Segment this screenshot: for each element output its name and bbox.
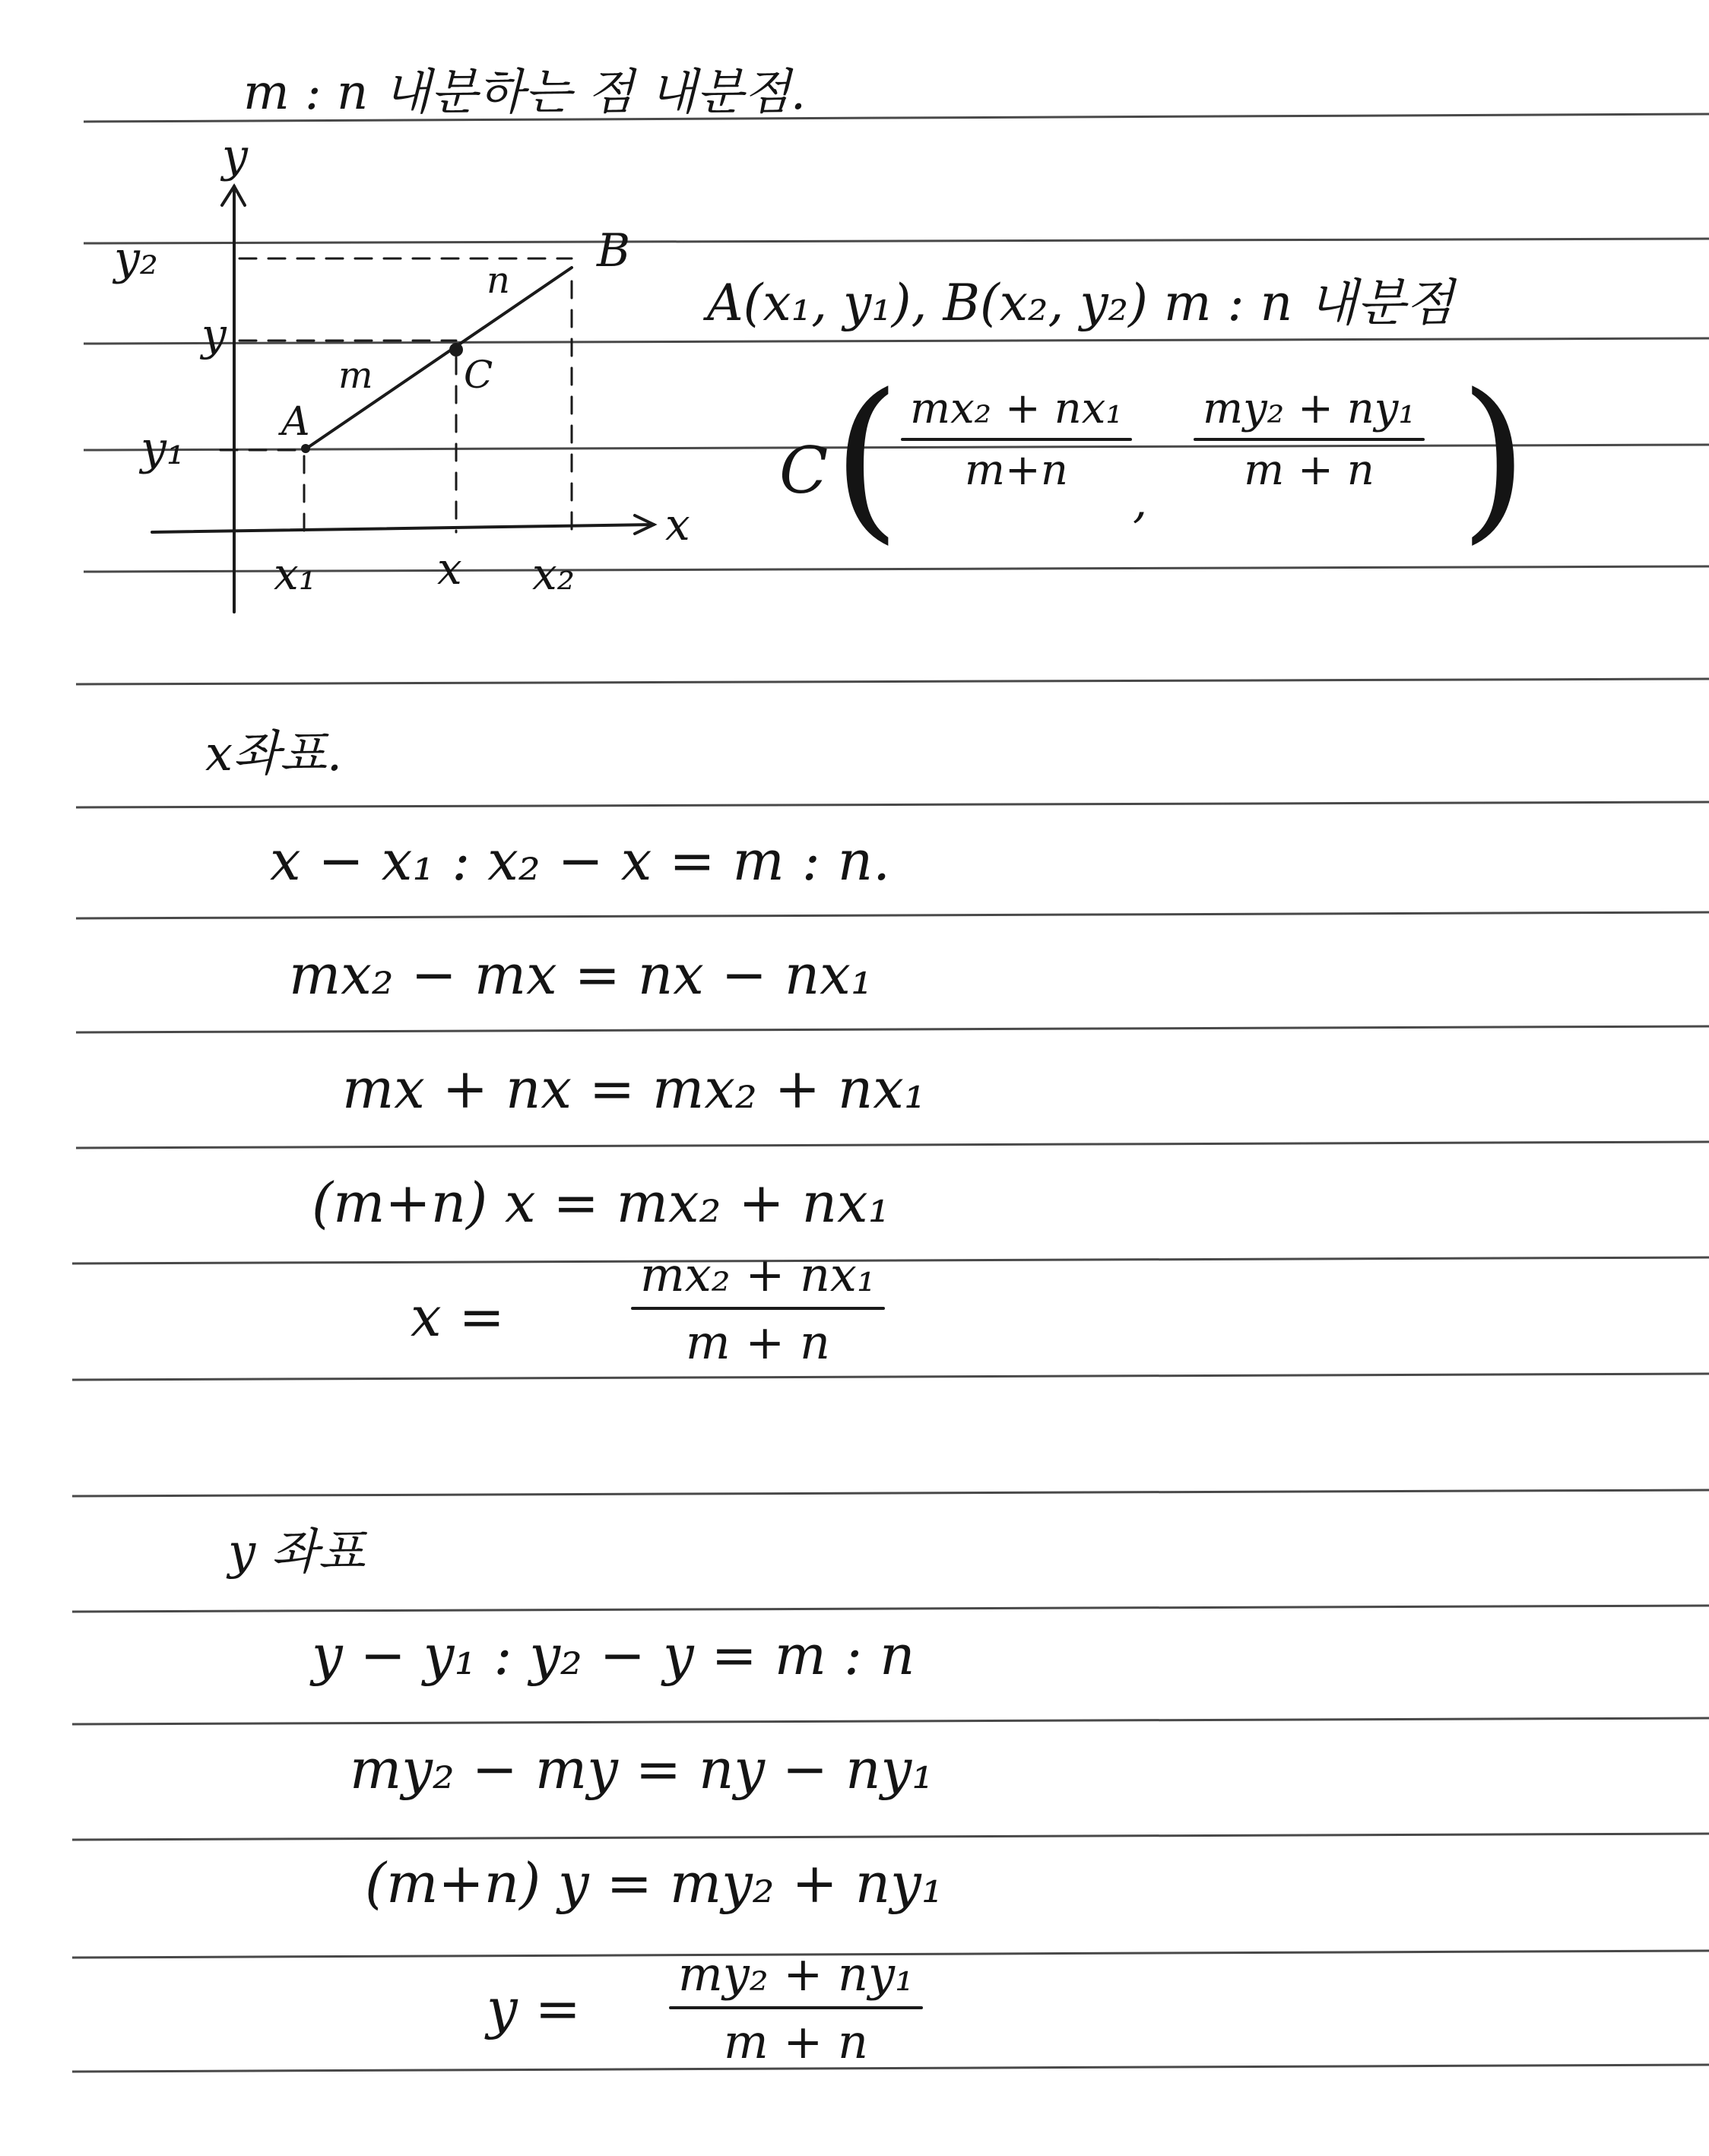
- x-axis-label: x: [665, 499, 690, 550]
- x-axis: [152, 525, 654, 532]
- point-a-dot: [301, 444, 310, 453]
- summary-comma: ,: [1133, 475, 1148, 528]
- y-result-denominator: m + n: [723, 2014, 868, 2069]
- x-equation-ratio: x − x₁ : x₂ − x = m : n.: [270, 829, 891, 893]
- label-x2: x₂: [532, 548, 575, 600]
- segment-n-label: n: [487, 259, 510, 302]
- point-c-label: C: [464, 353, 493, 397]
- y-axis-label: y: [222, 129, 248, 182]
- x-result-numerator: mx₂ + nx₁: [640, 1247, 876, 1302]
- summary-x-denominator: m+n: [964, 445, 1068, 495]
- summary-x-numerator: mx₂ + nx₁: [910, 384, 1123, 433]
- label-y: y: [201, 309, 227, 360]
- summary-right-paren: ): [1460, 357, 1528, 560]
- summary-y-denominator: m + n: [1244, 445, 1374, 495]
- summary-y-numerator: my₂ + ny₁: [1203, 384, 1416, 433]
- point-c-symbol: C: [779, 433, 829, 508]
- x-equation-cross-multiply: mx₂ − mx = nx − nx₁: [289, 943, 873, 1007]
- y-equation-factor: (m+n) y = my₂ + ny₁: [365, 1851, 943, 1915]
- x-coordinate-heading: x좌표.: [205, 726, 343, 782]
- summary-left-paren: (: [832, 357, 901, 560]
- label-x: x: [437, 543, 462, 594]
- point-a-label: A: [281, 399, 310, 445]
- x-result-fraction: [631, 1247, 885, 1370]
- point-c-dot: [449, 343, 463, 357]
- point-b-label: B: [597, 224, 631, 277]
- label-x1: x₁: [274, 548, 316, 600]
- x-equation-collect: mx + nx = mx₂ + nx₁: [342, 1057, 926, 1121]
- x-result-denominator: m + n: [685, 1314, 830, 1370]
- y-equation-cross-multiply: my₂ − my = ny − ny₁: [350, 1737, 934, 1801]
- y-result-numerator: my₂ + ny₁: [678, 1946, 914, 2002]
- y-coordinate-heading: y 좌표: [228, 1524, 366, 1581]
- internal-division-statement: A(x₁, y₁), B(x₂, y₂) m : n 내분점: [707, 274, 1454, 332]
- page-title: m : n 내분하는 점 내분점.: [243, 65, 807, 121]
- y-result-lhs: y =: [487, 1977, 581, 2040]
- summary-x-fraction: [901, 384, 1132, 495]
- y-result-fraction: [669, 1946, 923, 2069]
- summary-y-fraction: [1194, 384, 1425, 495]
- segment-m-label: m: [338, 354, 373, 397]
- x-equation-factor: (m+n) x = mx₂ + nx₁: [312, 1171, 890, 1235]
- label-y1: y₁: [141, 422, 185, 475]
- y-equation-ratio: y − y₁ : y₂ − y = m : n: [312, 1623, 915, 1687]
- x-result-lhs: x =: [411, 1285, 505, 1349]
- label-y2: y₂: [114, 232, 158, 285]
